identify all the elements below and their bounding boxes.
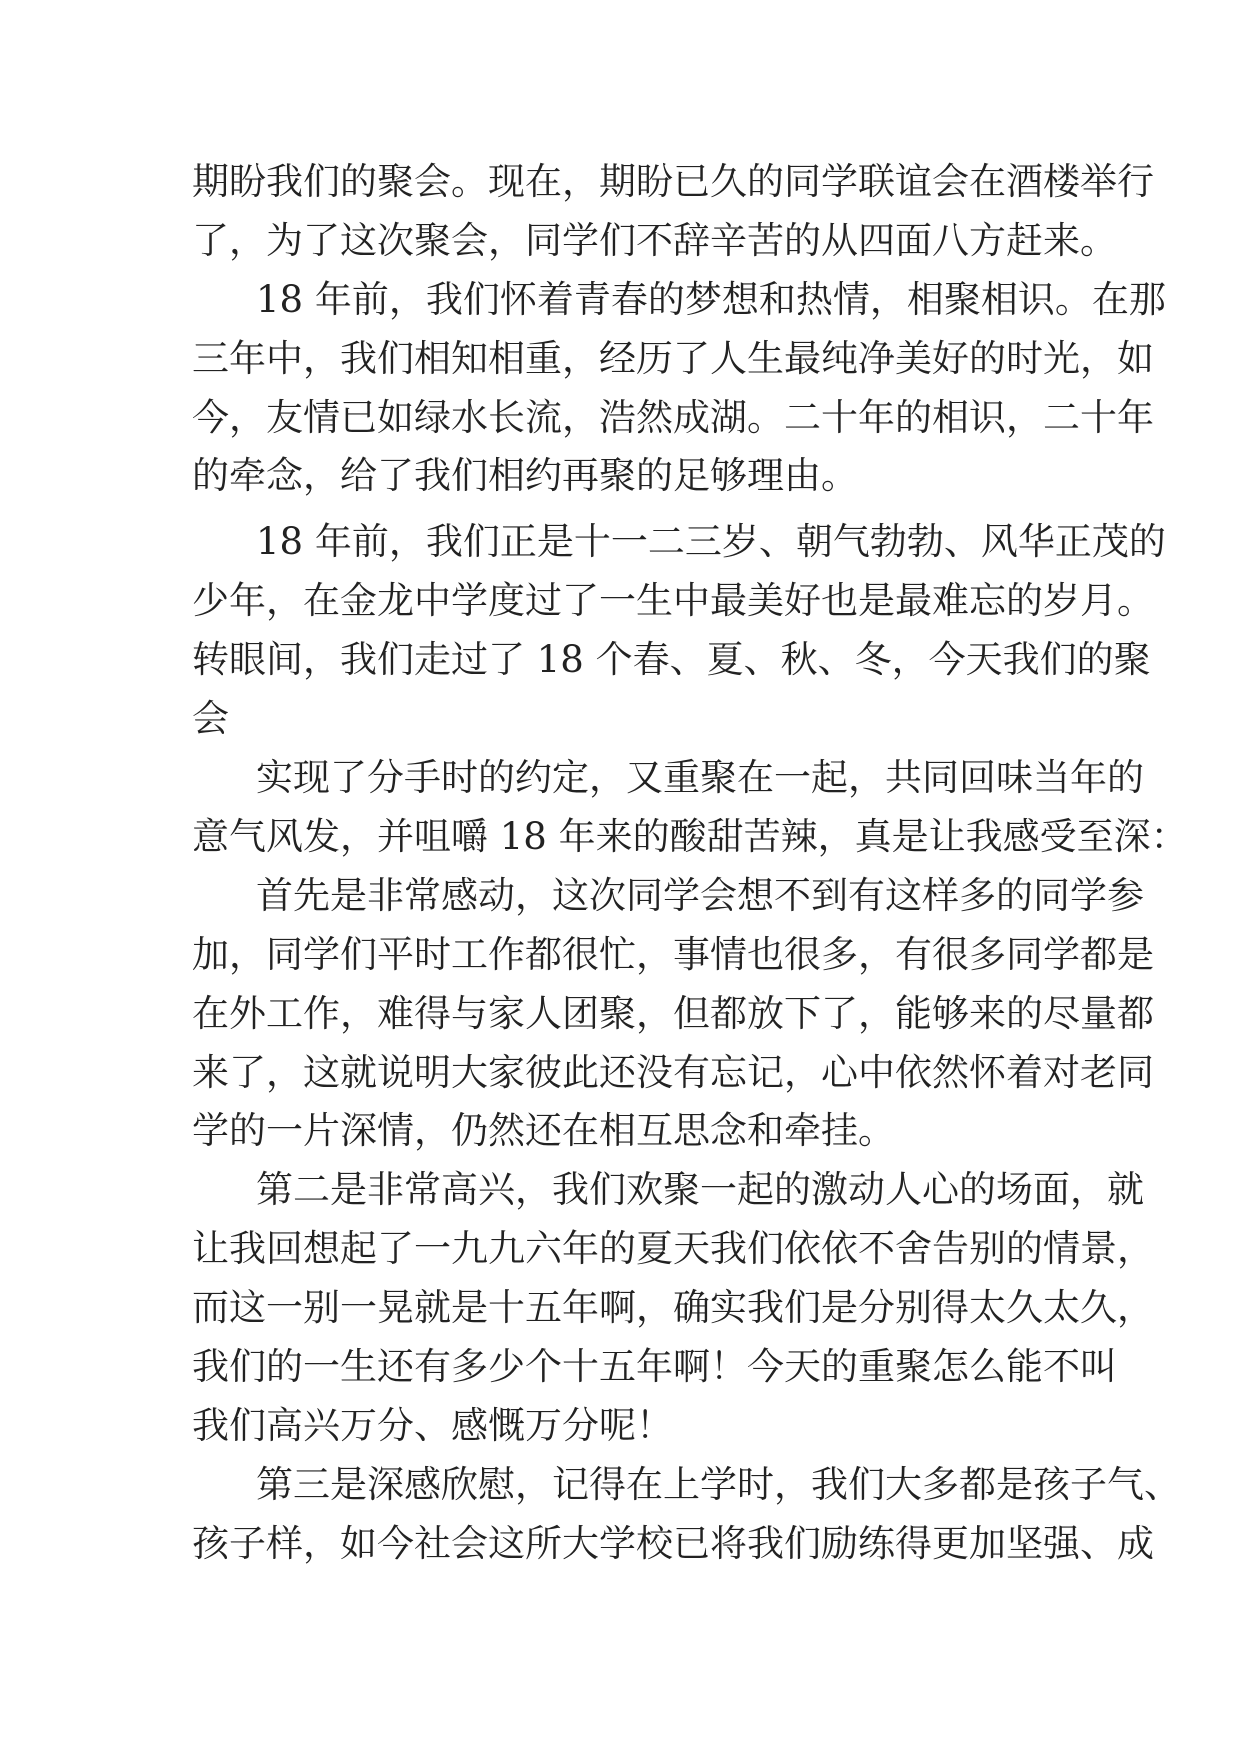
paragraph-line: 意气风发，并咀嚼 18 年来的酸甜苦辣，真是让我感受至深： bbox=[192, 815, 1188, 858]
paragraph-line: 孩子样，如今社会这所大学校已将我们励练得更加坚强、成 bbox=[192, 1522, 1154, 1565]
paragraph-line: 18 年前，我们怀着青春的梦想和热情，相聚相识。在那 bbox=[256, 278, 1166, 321]
paragraph-line: 了，为了这次聚会，同学们不辞辛苦的从四面八方赶来。 bbox=[192, 219, 1117, 262]
paragraph-line: 转眼间，我们走过了 18 个春、夏、秋、冬，今天我们的聚 bbox=[192, 638, 1151, 681]
paragraph-line: 今，友情已如绿水长流，浩然成湖。二十年的相识，二十年 bbox=[192, 396, 1154, 439]
paragraph-line: 首先是非常感动，这次同学会想不到有这样多的同学参 bbox=[256, 874, 1144, 917]
paragraph-line: 来了，这就说明大家彼此还没有忘记，心中依然怀着对老同 bbox=[192, 1051, 1154, 1094]
paragraph-line: 18 年前，我们正是十一二三岁、朝气勃勃、风华正茂的 bbox=[256, 520, 1166, 563]
paragraph-line: 会 bbox=[192, 697, 229, 740]
paragraph-line: 三年中，我们相知相重，经历了人生最纯净美好的时光，如 bbox=[192, 337, 1154, 380]
paragraph-line: 第三是深感欣慰，记得在上学时，我们大多都是孩子气、 bbox=[256, 1463, 1181, 1506]
paragraph-line: 期盼我们的聚会。现在，期盼已久的同学联谊会在酒楼举行 bbox=[192, 160, 1154, 203]
paragraph-line: 少年，在金龙中学度过了一生中最美好也是最难忘的岁月。 bbox=[192, 579, 1154, 622]
paragraph-line: 让我回想起了一九九六年的夏天我们依依不舍告别的情景， bbox=[192, 1227, 1154, 1270]
paragraph-line: 学的一片深情，仍然还在相互思念和牵挂。 bbox=[192, 1109, 895, 1152]
paragraph-line: 而这一别一晃就是十五年啊，确实我们是分别得太久太久， bbox=[192, 1286, 1154, 1329]
paragraph-line: 加，同学们平时工作都很忙，事情也很多，有很多同学都是 bbox=[192, 933, 1154, 976]
paragraph-line: 我们高兴万分、感慨万分呢！ bbox=[192, 1404, 673, 1447]
paragraph-line: 第二是非常高兴，我们欢聚一起的激动人心的场面，就 bbox=[256, 1168, 1144, 1211]
paragraph-line: 的牵念，给了我们相约再聚的足够理由。 bbox=[192, 454, 858, 497]
paragraph-line: 在外工作，难得与家人团聚，但都放下了，能够来的尽量都 bbox=[192, 992, 1154, 1035]
paragraph-line: 实现了分手时的约定，又重聚在一起，共同回味当年的 bbox=[256, 756, 1144, 799]
paragraph-line: 我们的一生还有多少个十五年啊！今天的重聚怎么能不叫 bbox=[192, 1345, 1117, 1388]
